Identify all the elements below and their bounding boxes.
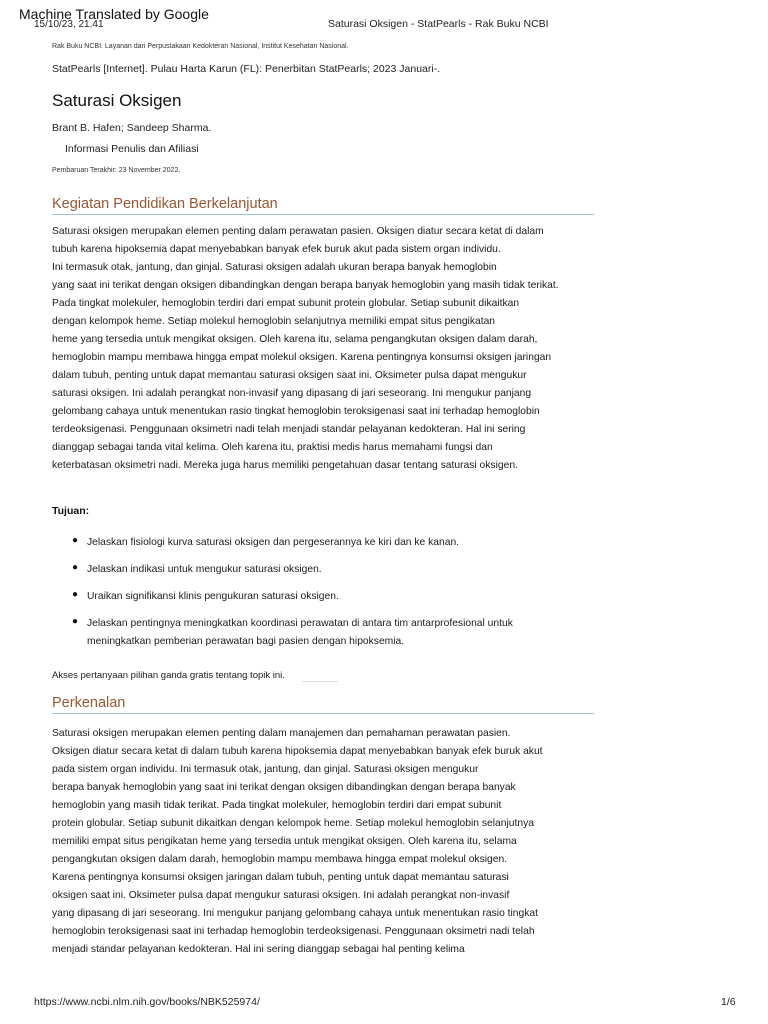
print-date: 15/10/23, 21.41 xyxy=(34,19,104,30)
print-page-number: 1/6 xyxy=(721,996,736,1008)
paragraph-line: yang saat ini terikat dengan oksigen dibandingkan dengan berapa banyak hemoglobin yang masih tidak terikat. xyxy=(52,280,559,291)
paragraph-line: oksigen saat ini. Oksimeter pulsa dapat mengukur saturasi oksigen. Ini adalah perangkat non-invasif xyxy=(52,890,510,901)
machine-translated-label: Machine Translated by Google xyxy=(19,6,209,22)
last-updated: Pembaruan Terakhir: 23 November 2022. xyxy=(52,167,181,174)
introduction-paragraph xyxy=(52,725,543,959)
paragraph-line: heme yang tersedia untuk mengikat oksigen. Oleh karena itu, selama pengangkutan oksigen dalam darah, xyxy=(52,334,538,345)
paragraph-line: dalam tubuh, penting untuk dapat memantau saturasi oksigen saat ini. Oksimeter pulsa dapat mengukur xyxy=(52,370,527,381)
paragraph-line: Saturasi oksigen merupakan elemen penting dalam manajemen dan pemahaman perawatan pasien. xyxy=(52,728,511,739)
paragraph-line: menjadi standar pelayanan kedokteran. Hal ini sering dianggap sebagai hal penting kelima xyxy=(52,944,465,955)
link-underline xyxy=(302,681,338,682)
section-heading-continuing-education: Kegiatan Pendidikan Berkelanjutan xyxy=(52,196,594,215)
objective-text-line: Jelaskan pentingnya meningkatkan koordinasi perawatan di antara tim antarprofesional untuk xyxy=(87,618,513,629)
paragraph-line: yang dipasang di jari seseorang. Ini mengukur panjang gelombang cahaya untuk menentukan rasio tingkat xyxy=(52,908,538,919)
paragraph-line: hemoglobin mampu membawa hingga empat molekul oksigen. Karena pentingnya konsumsi oksigen jaringan xyxy=(52,352,552,363)
paragraph-line: hemoglobin yang masih tidak terikat. Pada tingkat molekuler, hemoglobin terdiri dari empat subunit xyxy=(52,800,502,811)
print-footer-url: https://www.ncbi.nlm.nih.gov/books/NBK525974/ xyxy=(34,996,260,1008)
paragraph-line: berapa banyak hemoglobin yang saat ini terikat dengan oksigen dibandingkan dengan berapa banyak xyxy=(52,782,516,793)
provider-line: Rak Buku NCBI. Layanan dari Perpustakaan Kedokteran Nasional, Institut Kesehatan Nasional. xyxy=(52,43,349,50)
paragraph-line: protein globular. Setiap subunit dikaitkan dengan kelompok heme. Setiap molekul hemoglobin selanjutnya xyxy=(52,818,534,829)
paragraph-line: saturasi oksigen. Ini adalah perangkat non-invasif yang dipasang di jari seseorang. Ini mengukur panjang xyxy=(52,388,532,399)
paragraph-line: Saturasi oksigen merupakan elemen penting dalam perawatan pasien. Oksigen diatur secara ketat di dalam xyxy=(52,226,544,237)
paragraph-line: pengangkutan oksigen dalam darah, hemoglobin mampu membawa hingga empat molekul oksigen. xyxy=(52,854,508,865)
paragraph-line: dengan kelompok heme. Setiap molekul hemoglobin selanjutnya memiliki empat situs pengikatan xyxy=(52,316,496,327)
paragraph-line: keterbatasan oksimetri nadi. Mereka juga harus memiliki pengetahuan dasar tentang saturasi oksigen. xyxy=(52,460,518,471)
section-heading-introduction: Perkenalan xyxy=(52,695,594,714)
paragraph-line: gelombang cahaya untuk menentukan rasio tingkat hemoglobin teroksigenasi saat ini terhadap hemoglobin xyxy=(52,406,540,417)
bullet-icon: ● xyxy=(72,589,79,600)
paragraph-line: terdeoksigenasi. Penggunaan oksimetri nadi telah menjadi standar pelayanan kedokteran. Hal ini sering xyxy=(52,424,526,435)
objective-text-line: meningkatkan pemberian perawatan bagi pasien dengan hipoksemia. xyxy=(87,636,405,647)
paragraph-line: pada sistem organ individu. Ini termasuk otak, jantung, dan ginjal. Saturasi oksigen mengukur xyxy=(52,764,479,775)
paragraph-line: hemoglobin teroksigenasi saat ini terhadap hemoglobin terdeoksigenasi. Penggunaan oksimetri nadi telah xyxy=(52,926,535,937)
authors-line: Brant B. Hafen; Sandeep Sharma. xyxy=(52,122,212,134)
author-info-link[interactable]: Informasi Penulis dan Afiliasi xyxy=(65,143,199,155)
objective-text: Jelaskan indikasi untuk mengukur saturasi oksigen. xyxy=(87,564,322,575)
paragraph-line: tubuh karena hipoksemia dapat menyebabkan banyak efek buruk akut pada sistem organ individu. xyxy=(52,244,501,255)
bullet-icon: ● xyxy=(72,616,79,627)
objective-text: Jelaskan fisiologi kurva saturasi oksigen dan pergeserannya ke kiri dan ke kanan. xyxy=(87,537,460,548)
objective-text: Uraikan signifikansi klinis pengukuran saturasi oksigen. xyxy=(87,591,339,602)
paragraph-line: memiliki empat situs pengikatan heme yang tersedia untuk mengikat oksigen. Oleh karena itu, selama xyxy=(52,836,517,847)
paragraph-line: Pada tingkat molekuler, hemoglobin terdiri dari empat subunit protein globular. Setiap subunit dikaitkan xyxy=(52,298,520,309)
paragraph-line: Oksigen diatur secara ketat di dalam tubuh karena hipoksemia dapat menyebabkan banyak efek buruk akut xyxy=(52,746,543,757)
bullet-icon: ● xyxy=(72,535,79,546)
paragraph-line: Ini termasuk otak, jantung, dan ginjal. Saturasi oksigen adalah ukuran berapa banyak hemoglobin xyxy=(52,262,497,273)
paragraph-line: Karena pentingnya konsumsi oksigen jaringan dalam tubuh, penting untuk dapat memantau saturasi xyxy=(52,872,509,883)
citation-line: StatPearls [Internet]. Pulau Harta Karun (FL): Penerbitan StatPearls; 2023 Januari-. xyxy=(52,63,441,75)
objective-text xyxy=(87,615,513,651)
paragraph-line: dianggap sebagai tanda vital kelima. Oleh karena itu, praktisi medis harus memahami fungsi dan xyxy=(52,442,493,453)
continuing-education-paragraph xyxy=(52,223,559,475)
free-quiz-link[interactable]: Akses pertanyaan pilihan ganda gratis tentang topik ini. xyxy=(52,670,285,681)
bullet-icon: ● xyxy=(72,562,79,573)
print-page-title: Saturasi Oksigen - StatPearls - Rak Buku NCBI xyxy=(328,18,549,30)
objectives-label: Tujuan: xyxy=(52,505,90,517)
article-title: Saturasi Oksigen xyxy=(52,91,182,110)
